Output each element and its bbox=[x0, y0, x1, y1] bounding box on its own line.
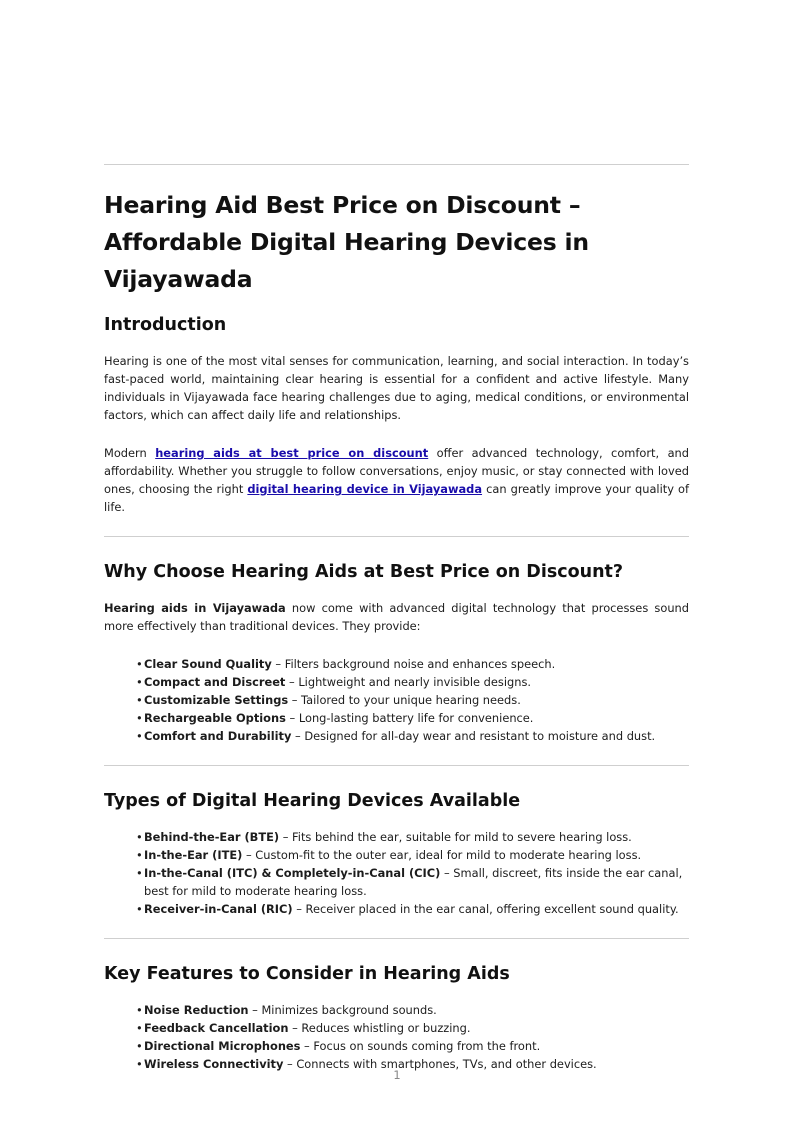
list-item bbox=[136, 1001, 689, 1019]
item-desc: – Receiver placed in the ear canal, offering excellent sound quality. bbox=[292, 902, 679, 916]
item-term: Rechargeable Options bbox=[144, 711, 286, 725]
bullet: • bbox=[136, 675, 143, 689]
bullet: • bbox=[136, 1021, 143, 1035]
item-term: Behind-the-Ear (BTE) bbox=[144, 830, 280, 844]
item-term: Directional Microphones bbox=[144, 1039, 301, 1053]
item-term: Clear Sound Quality bbox=[144, 657, 272, 671]
list-item bbox=[136, 709, 689, 727]
section-divider bbox=[104, 938, 689, 939]
item-term: Comfort and Durability bbox=[144, 729, 292, 743]
item-desc: – Fits behind the ear, suitable for mild to severe hearing loss. bbox=[279, 830, 632, 844]
list-item bbox=[136, 864, 689, 900]
item-term: In-the-Canal (ITC) & Completely-in-Canal (CIC) bbox=[144, 866, 441, 880]
item-desc: – Custom-fit to the outer ear, ideal for mild to moderate hearing loss. bbox=[242, 848, 642, 862]
intro-paragraph-1: Hearing is one of the most vital senses for communication, learning, and social interaction. In today’s fast-paced world, maintaining clear hearing is essential for a confident and active lifestyle. Many individuals in Vijayawada face hearing challenges due to aging, medical conditions, or environmental factors, which can affect daily life and relationships. bbox=[104, 354, 689, 422]
list-item bbox=[136, 828, 689, 846]
device-types-list bbox=[104, 828, 689, 918]
intro-p2-text-a: Modern bbox=[104, 446, 156, 460]
why-heading: Why Choose Hearing Aids at Best Price on Discount? bbox=[104, 562, 624, 582]
item-term: Feedback Cancellation bbox=[144, 1021, 289, 1035]
why-benefits-list bbox=[104, 655, 689, 745]
intro-paragraph-2 bbox=[104, 444, 689, 516]
section-divider bbox=[104, 765, 689, 766]
top-divider bbox=[104, 164, 689, 165]
list-item bbox=[136, 691, 689, 709]
intro-p2-text-b: offer advanced technology, comfort, and affordability. Whether you struggle to follow conversations, enjoy music, or stay connected with loved ones, choosing the right bbox=[104, 446, 690, 496]
section-divider bbox=[104, 536, 689, 537]
why-lead-bold: Hearing aids in Vijayawada bbox=[104, 601, 286, 615]
item-desc: – Long-lasting battery life for convenience. bbox=[285, 711, 534, 725]
list-item bbox=[136, 1037, 689, 1055]
item-desc: – Tailored to your unique hearing needs. bbox=[288, 693, 521, 707]
document-body bbox=[104, 164, 689, 1073]
page-number: 1 bbox=[393, 1068, 401, 1082]
bullet: • bbox=[136, 866, 143, 880]
item-desc: – Filters background noise and enhances speech. bbox=[271, 657, 556, 671]
bullet: • bbox=[136, 1039, 143, 1053]
item-desc: – Minimizes background sounds. bbox=[248, 1003, 437, 1017]
bullet: • bbox=[136, 693, 143, 707]
item-term: Wireless Connectivity bbox=[144, 1057, 284, 1071]
bullet: • bbox=[136, 711, 143, 725]
bullet: • bbox=[136, 1003, 143, 1017]
item-desc: – Designed for all-day wear and resistant to moisture and dust. bbox=[291, 729, 656, 743]
digital-hearing-device-link[interactable]: digital hearing device in Vijayawada bbox=[247, 482, 483, 496]
list-item bbox=[136, 673, 689, 691]
list-item bbox=[136, 900, 689, 918]
bullet: • bbox=[136, 729, 143, 743]
item-term: In-the-Ear (ITE) bbox=[144, 848, 243, 862]
item-term: Customizable Settings bbox=[144, 693, 289, 707]
list-item bbox=[136, 1019, 689, 1037]
features-heading: Key Features to Consider in Hearing Aids bbox=[104, 964, 510, 984]
list-item bbox=[136, 846, 689, 864]
why-lead-paragraph bbox=[104, 599, 689, 635]
why-lead-text: now come with advanced digital technology that processes sound more effectively than traditional devices. They provide: bbox=[104, 601, 689, 633]
item-desc: – Connects with smartphones, TVs, and other devices. bbox=[283, 1057, 597, 1071]
types-heading: Types of Digital Hearing Devices Available bbox=[104, 791, 521, 811]
bullet: • bbox=[136, 1057, 143, 1071]
hearing-aids-discount-link[interactable]: hearing aids at best price on discount bbox=[155, 446, 429, 460]
intro-heading: Introduction bbox=[104, 315, 227, 335]
item-desc: – Small, discreet, fits inside the ear canal, best for mild to moderate hearing loss. bbox=[144, 866, 683, 898]
bullet: • bbox=[136, 848, 143, 862]
intro-p2-text-c: can greatly improve your quality of life. bbox=[104, 482, 689, 514]
item-desc: – Focus on sounds coming from the front. bbox=[300, 1039, 541, 1053]
bullet: • bbox=[136, 902, 143, 916]
bullet: • bbox=[136, 657, 143, 671]
list-item bbox=[136, 727, 689, 745]
item-term: Noise Reduction bbox=[144, 1003, 249, 1017]
item-desc: – Reduces whistling or buzzing. bbox=[288, 1021, 471, 1035]
key-features-list bbox=[104, 1001, 689, 1073]
bullet: • bbox=[136, 830, 143, 844]
page-title: Hearing Aid Best Price on Discount – Affordable Digital Hearing Devices in Vijayawada bbox=[104, 191, 589, 293]
item-term: Compact and Discreet bbox=[144, 675, 286, 689]
item-term: Receiver-in-Canal (RIC) bbox=[144, 902, 293, 916]
list-item bbox=[136, 655, 689, 673]
item-desc: – Lightweight and nearly invisible designs. bbox=[285, 675, 532, 689]
